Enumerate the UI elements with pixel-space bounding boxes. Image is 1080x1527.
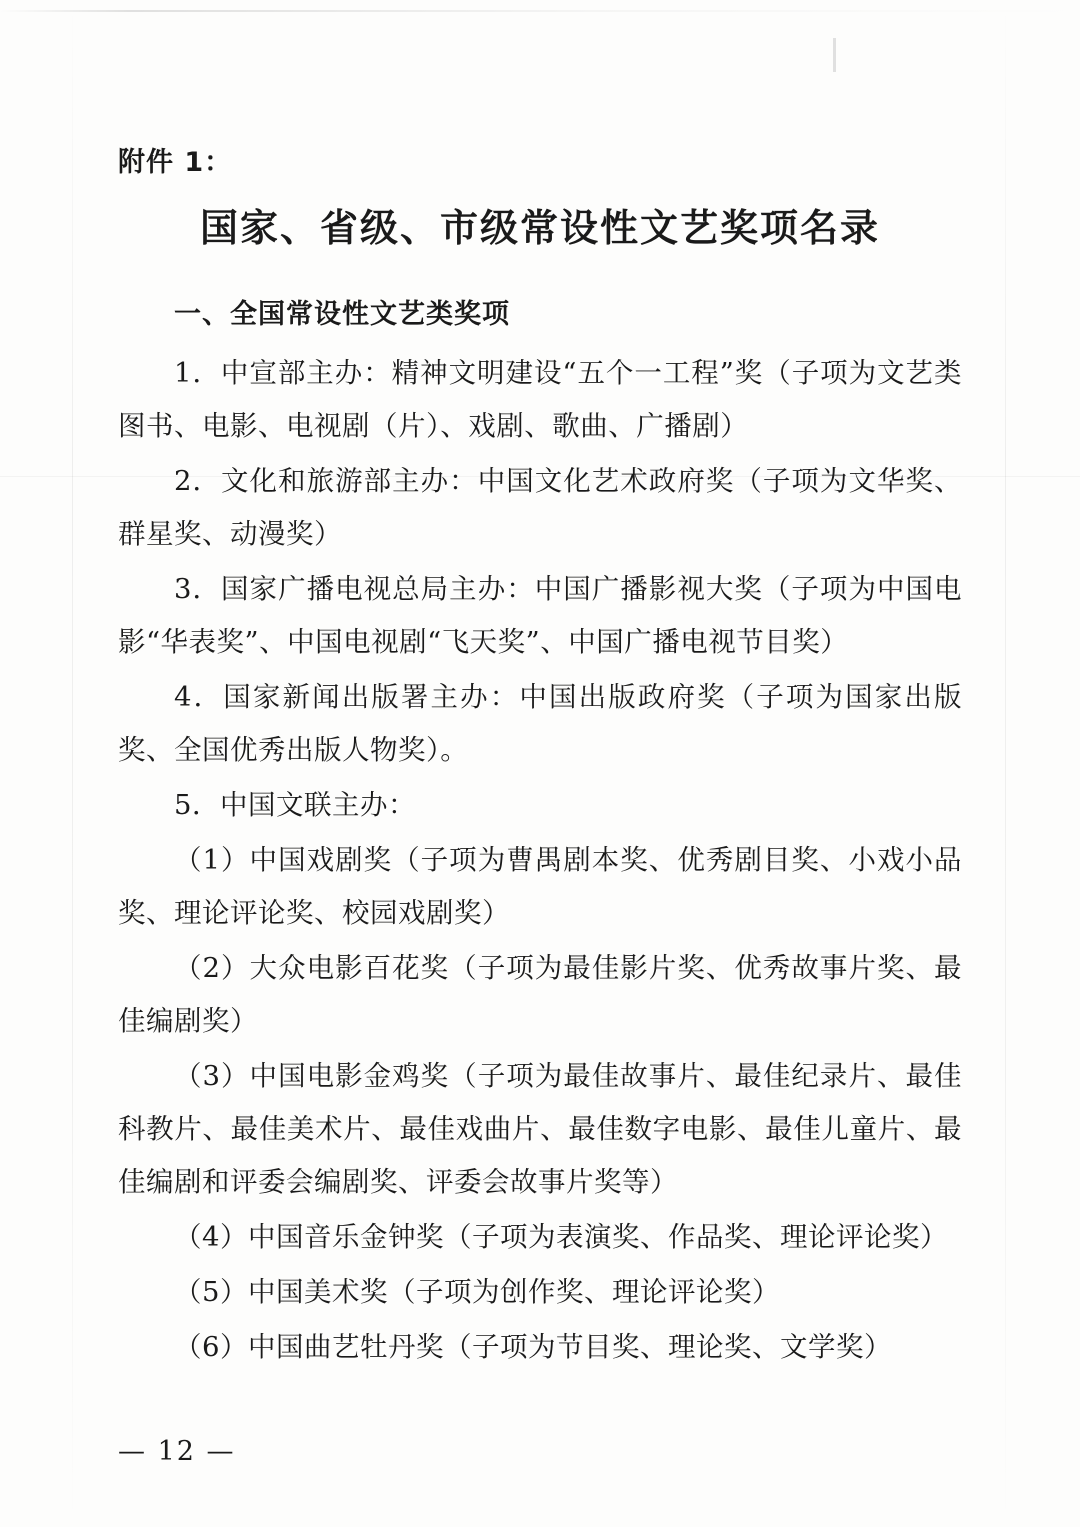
- page-number: — 12 —: [118, 1436, 236, 1467]
- attachment-label: 附件 1：: [118, 147, 233, 178]
- page-title: 国家、省级、市级常设性文艺奖项名录: [199, 205, 880, 250]
- scan-artifact-top-line: [0, 10, 1080, 12]
- section-heading: 一、全国常设性文艺类奖项: [174, 299, 510, 330]
- scan-artifact-mark-1: [833, 38, 836, 72]
- page-fold-left: [72, 0, 73, 1527]
- page-fold-right: [1005, 0, 1006, 1527]
- paragraph-5-sub-3: （3）中国电影金鸡奖（子项为最佳故事片、最佳纪录片、最佳科教片、最佳美术片、最佳戏曲片、最佳数字电影、最佳儿童片、最佳编剧和评委会编剧奖、评委会故事片奖等）: [118, 1060, 962, 1198]
- paragraph-4: 4．国家新闻出版署主办：中国出版政府奖（子项为国家出版奖、全国优秀出版人物奖）。: [118, 681, 962, 766]
- paragraph-1: 1．中宣部主办：精神文明建设“五个一工程”奖（子项为文艺类图书、电影、电视剧（片）、戏剧、歌曲、广播剧）: [118, 357, 962, 442]
- paragraph-5-sub-2: （2）大众电影百花奖（子项为最佳影片奖、优秀故事片奖、最佳编剧奖）: [118, 952, 962, 1037]
- paragraph-5-sub-4: （4）中国音乐金钟奖（子项为表演奖、作品奖、理论评论奖）: [174, 1221, 948, 1253]
- paragraph-5-sub-5: （5）中国美术奖（子项为创作奖、理论评论奖）: [174, 1276, 780, 1308]
- paragraph-5-sub-1: （1）中国戏剧奖（子项为曹禺剧本奖、优秀剧目奖、小戏小品奖、理论评论奖、校园戏剧奖）: [118, 844, 962, 929]
- paragraph-3: 3．国家广播电视总局主办：中国广播影视大奖（子项为中国电影“华表奖”、中国电视剧“飞天奖”、中国广播电视节目奖）: [118, 573, 962, 658]
- paragraph-2: 2．文化和旅游部主办：中国文化艺术政府奖（子项为文华奖、群星奖、动漫奖）: [118, 465, 962, 550]
- paragraph-5-sub-6: （6）中国曲艺牡丹奖（子项为节目奖、理论奖、文学奖）: [174, 1331, 892, 1363]
- paragraph-5: 5．中国文联主办：: [174, 789, 416, 821]
- document-body: [118, 140, 962, 1376]
